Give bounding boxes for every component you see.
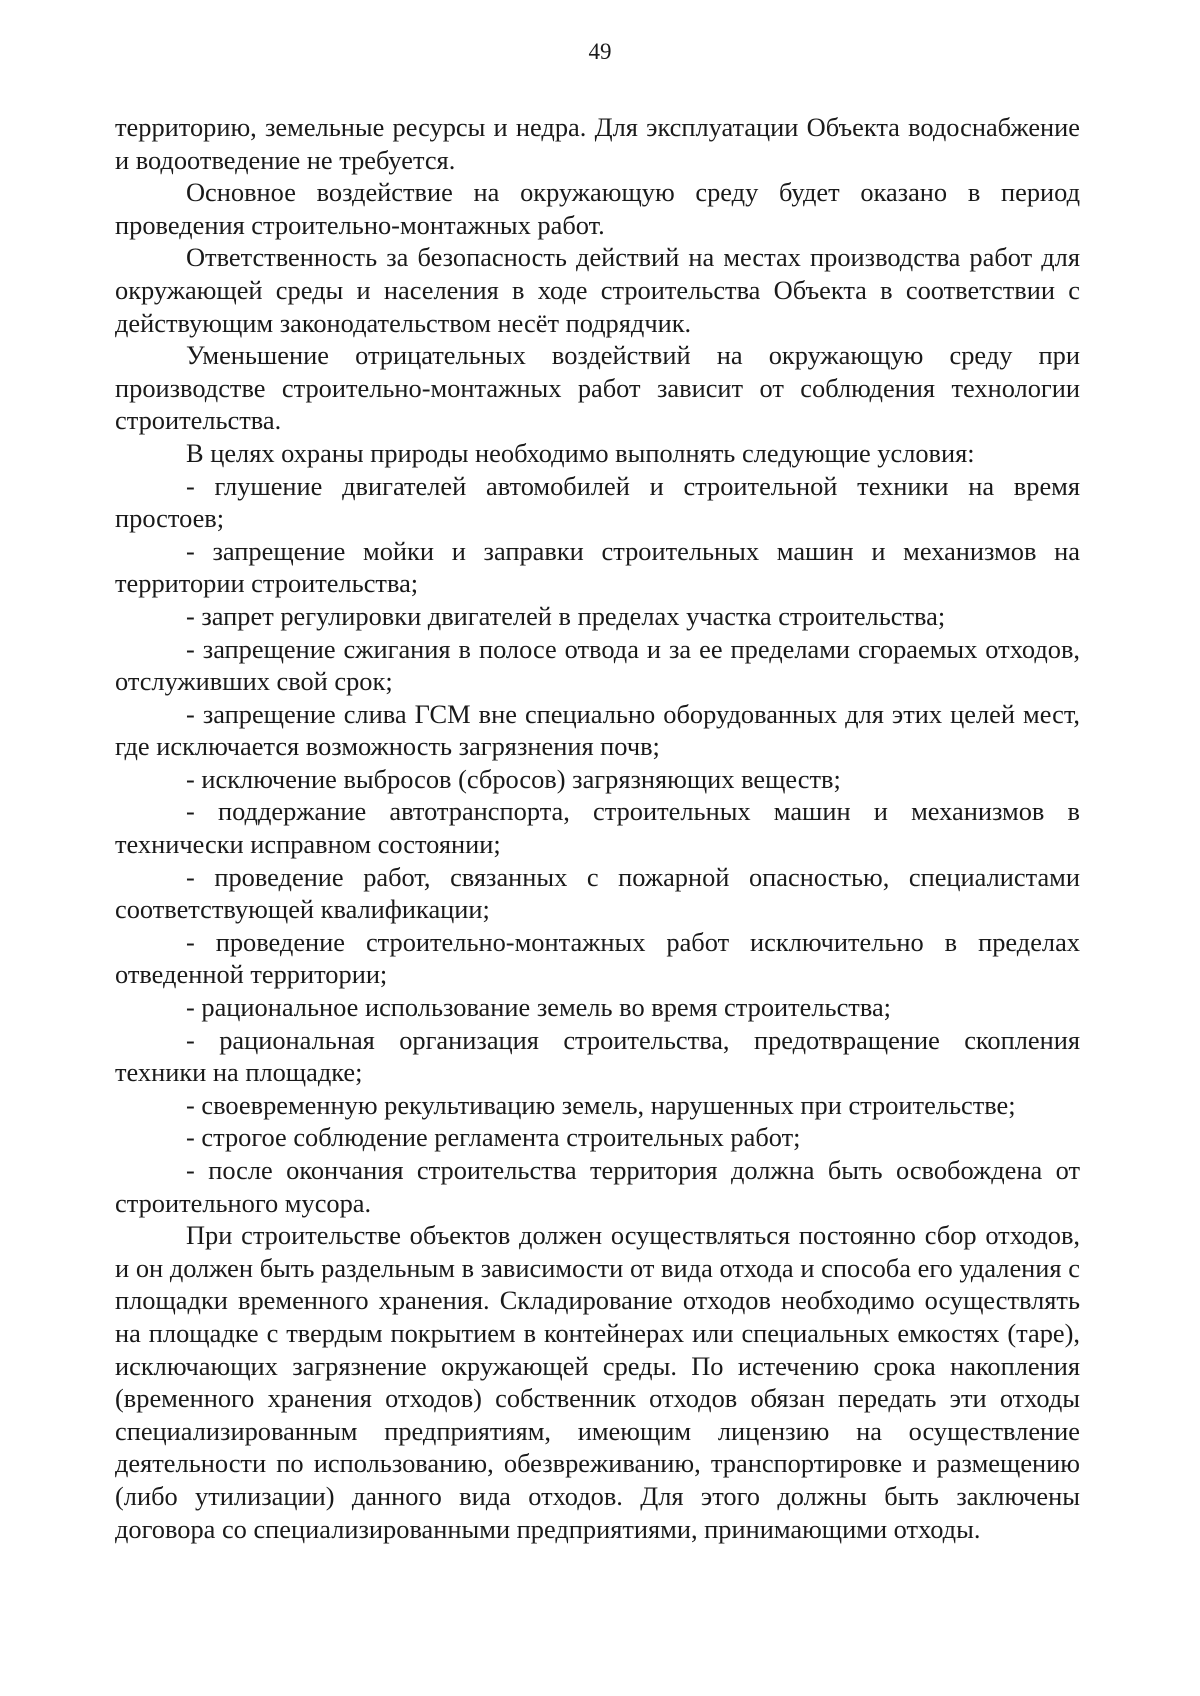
list-item: - строгое соблюдение регламента строительных работ; — [186, 1122, 801, 1153]
paragraph-waste-collection: При строительстве объектов должен осуществляться постоянно сбор отходов, и он должен быть раздельным в зависимости от вида отхода и способа его удаления с площадки временного хранения. Складирование отходов необходимо осуществлять на площадке с твердым покрытием в контейнерах или специальных емкостях (таре), исключающих загрязнение окружающей среды. По истечению срока накопления (временного хранения отходов) собственник отходов обязан передать эти отходы специализированным предприятиям, имеющим лицензию на осуществление деятельности по использованию, обезвреживанию, транспортировке и размещению (либо утилизации) данного вида отходов. Для этого должны быть заключены договора со специализированными предприятиями, принимающими отходы. — [115, 1220, 1080, 1544]
list-item: - рациональная организация строительства, предотвращение скопления техники на площадке; — [115, 1024, 1080, 1088]
paragraph-conditions-intro: В целях охраны природы необходимо выполнять следующие условия: — [186, 437, 975, 468]
list-item: - запрещение мойки и заправки строительных машин и механизмов на территории строительства; — [115, 535, 1080, 599]
list-item: - после окончания строительства территория должна быть освобождена от строительного мусора. — [115, 1155, 1080, 1218]
list-item: - запрещение слива ГСМ вне специально оборудованных для этих целей мест, где исключается возможность загрязнения почв; — [115, 698, 1080, 762]
paragraph-responsibility: Ответственность за безопасность действий на местах производства работ для окружающей среды и населения в ходе строительства Объекта в соответствии с действующим законодательством несёт подрядчик. — [115, 242, 1080, 338]
paragraph-reduction: Уменьшение отрицательных воздействий на окружающую среду при производстве строительно-монтажных работ зависит от соблюдения технологии строительства. — [115, 340, 1080, 436]
list-item: - запрет регулировки двигателей в пределах участка строительства; — [186, 600, 946, 631]
list-item: - проведение работ, связанных с пожарной опасностью, специалистами соответствующей квалификации; — [115, 861, 1080, 925]
list-item: - глушение двигателей автомобилей и строительной техники на время простоев; — [115, 470, 1080, 534]
page-number: 49 — [588, 39, 612, 64]
list-item: - исключение выбросов (сбросов) загрязняющих веществ; — [186, 763, 841, 794]
document-body — [115, 111, 1080, 1545]
list-item: - запрещение сжигания в полосе отвода и за ее пределами сгораемых отходов, отслуживших свой срок; — [115, 633, 1080, 697]
paragraph-continuation: территорию, земельные ресурсы и недра. Для эксплуатации Объекта водоснабжение и водоотведение не требуется. — [115, 112, 1080, 175]
list-item: - рациональное использование земель во время строительства; — [186, 992, 891, 1023]
list-item: - поддержание автотранспорта, строительных машин и механизмов в технически исправном состоянии; — [115, 796, 1080, 860]
paragraph-main-impact: Основное воздействие на окружающую среду будет оказано в период проведения строительно-монтажных работ. — [115, 177, 1080, 240]
list-item: - своевременную рекультивацию земель, нарушенных при строительстве; — [186, 1089, 1016, 1120]
list-item: - проведение строительно-монтажных работ исключительно в пределах отведенной территории; — [115, 926, 1080, 990]
